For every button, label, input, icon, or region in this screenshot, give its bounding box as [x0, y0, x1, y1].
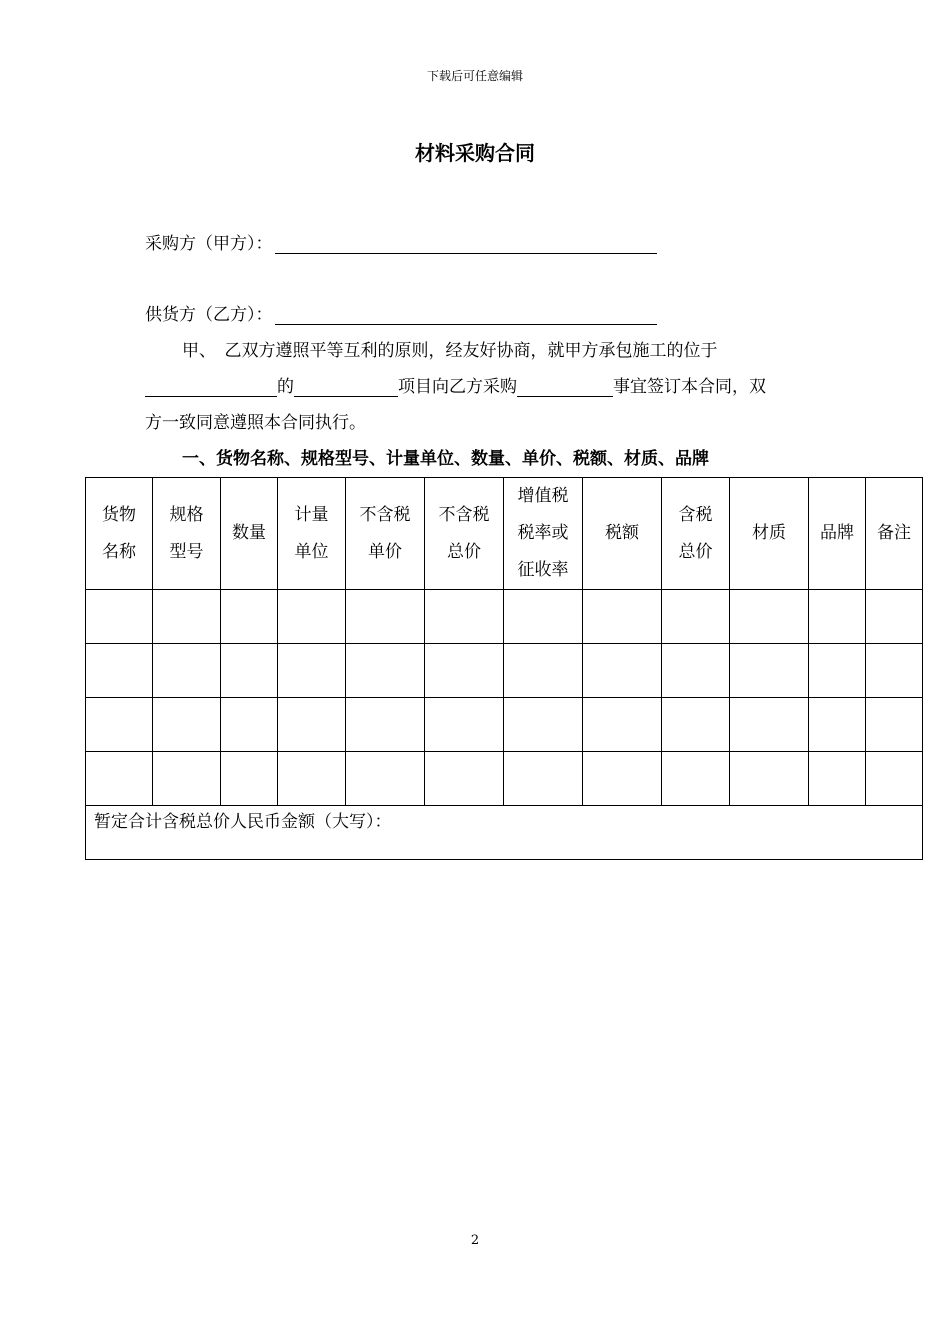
table-cell[interactable]: [583, 698, 662, 752]
intro-text-1: 甲、 乙双方遵照平等互利的原则，经友好协商，就甲方承包施工的位于: [182, 341, 718, 361]
total-amount-cell[interactable]: [86, 806, 923, 860]
table-row: [86, 698, 923, 752]
table-cell[interactable]: [221, 590, 278, 644]
intro-line-2: [145, 372, 766, 397]
table-cell[interactable]: [86, 590, 153, 644]
header-remarks: 备注: [866, 478, 923, 590]
table-cell[interactable]: [662, 590, 730, 644]
table-cell[interactable]: [583, 590, 662, 644]
buyer-label: 采购方（甲方）：: [145, 234, 273, 254]
table-cell[interactable]: [86, 644, 153, 698]
table-cell[interactable]: [278, 590, 346, 644]
buyer-blank[interactable]: [275, 235, 657, 254]
intro-text-2b: 项目向乙方采购: [398, 377, 517, 397]
table-cell[interactable]: [809, 590, 866, 644]
table-cell[interactable]: [153, 590, 221, 644]
supplier-blank[interactable]: [275, 306, 657, 325]
table-cell[interactable]: [425, 752, 504, 806]
table-cell[interactable]: [425, 590, 504, 644]
table-cell[interactable]: [866, 698, 923, 752]
location-blank[interactable]: [145, 378, 277, 397]
table-cell[interactable]: [221, 698, 278, 752]
contract-title: 材料采购合同: [415, 141, 535, 165]
table-cell[interactable]: [346, 698, 425, 752]
total-row: [86, 806, 923, 860]
table-cell[interactable]: [866, 590, 923, 644]
table-cell[interactable]: [730, 698, 809, 752]
table-cell[interactable]: [346, 752, 425, 806]
table-cell[interactable]: [662, 752, 730, 806]
table-cell[interactable]: [346, 644, 425, 698]
material-blank[interactable]: [517, 378, 613, 397]
intro-text-3: 方一致同意遵照本合同执行。: [145, 413, 366, 433]
supplier-label: 供货方（乙方）：: [145, 305, 273, 325]
table-cell[interactable]: [504, 644, 583, 698]
table-cell[interactable]: [662, 644, 730, 698]
table-cell[interactable]: [278, 644, 346, 698]
table-cell[interactable]: [153, 752, 221, 806]
header-material: 材质: [730, 478, 809, 590]
table-cell[interactable]: [278, 752, 346, 806]
table-cell[interactable]: [86, 698, 153, 752]
header-vat-rate: 增值税 税率或 征收率: [504, 478, 583, 590]
table-cell[interactable]: [809, 698, 866, 752]
table-cell[interactable]: [583, 644, 662, 698]
header-quantity: 数量: [221, 478, 278, 590]
table-cell[interactable]: [153, 644, 221, 698]
table-row: [86, 590, 923, 644]
table-row: [86, 644, 923, 698]
intro-line-3: [145, 408, 366, 433]
table-cell[interactable]: [866, 644, 923, 698]
table-row: [86, 752, 923, 806]
table-cell[interactable]: [730, 644, 809, 698]
supplier-line: [145, 300, 657, 325]
table-cell[interactable]: [221, 644, 278, 698]
buyer-line: [145, 229, 657, 254]
table-cell[interactable]: [278, 698, 346, 752]
table-cell[interactable]: [583, 752, 662, 806]
table-header-row: [86, 478, 923, 590]
header-total-price-excl-tax: 不含税 总价: [425, 478, 504, 590]
intro-text-2c: 事宜签订本合同，双: [613, 377, 766, 397]
page-number: 2: [470, 1233, 480, 1248]
header-brand: 品牌: [809, 478, 866, 590]
table-cell[interactable]: [504, 698, 583, 752]
table-cell[interactable]: [346, 590, 425, 644]
intro-text-2a: 的: [277, 377, 294, 397]
table-cell[interactable]: [866, 752, 923, 806]
header-unit-price-excl-tax: 不含税 单价: [346, 478, 425, 590]
table-cell[interactable]: [86, 752, 153, 806]
table-cell[interactable]: [425, 644, 504, 698]
header-goods-name: 货物 名称: [86, 478, 153, 590]
total-amount-label: 暂定合计含税总价人民币金额（大写）：: [94, 812, 392, 832]
table-cell[interactable]: [153, 698, 221, 752]
section-heading: 一、货物名称、规格型号、计量单位、数量、单价、税额、材质、品牌: [182, 449, 709, 469]
intro-line-1: [182, 336, 718, 361]
header-note: 下载后可任意编辑: [426, 69, 523, 83]
table-cell[interactable]: [504, 752, 583, 806]
header-spec-model: 规格 型号: [153, 478, 221, 590]
project-blank[interactable]: [294, 378, 398, 397]
table-cell[interactable]: [730, 590, 809, 644]
table-cell[interactable]: [504, 590, 583, 644]
table-cell[interactable]: [425, 698, 504, 752]
table-cell[interactable]: [221, 752, 278, 806]
header-unit: 计量 单位: [278, 478, 346, 590]
goods-table: [85, 477, 923, 860]
table-cell[interactable]: [809, 752, 866, 806]
table-cell[interactable]: [662, 698, 730, 752]
table-cell[interactable]: [809, 644, 866, 698]
header-total-incl-tax: 含税 总价: [662, 478, 730, 590]
header-tax-amount: 税额: [583, 478, 662, 590]
table-cell[interactable]: [730, 752, 809, 806]
